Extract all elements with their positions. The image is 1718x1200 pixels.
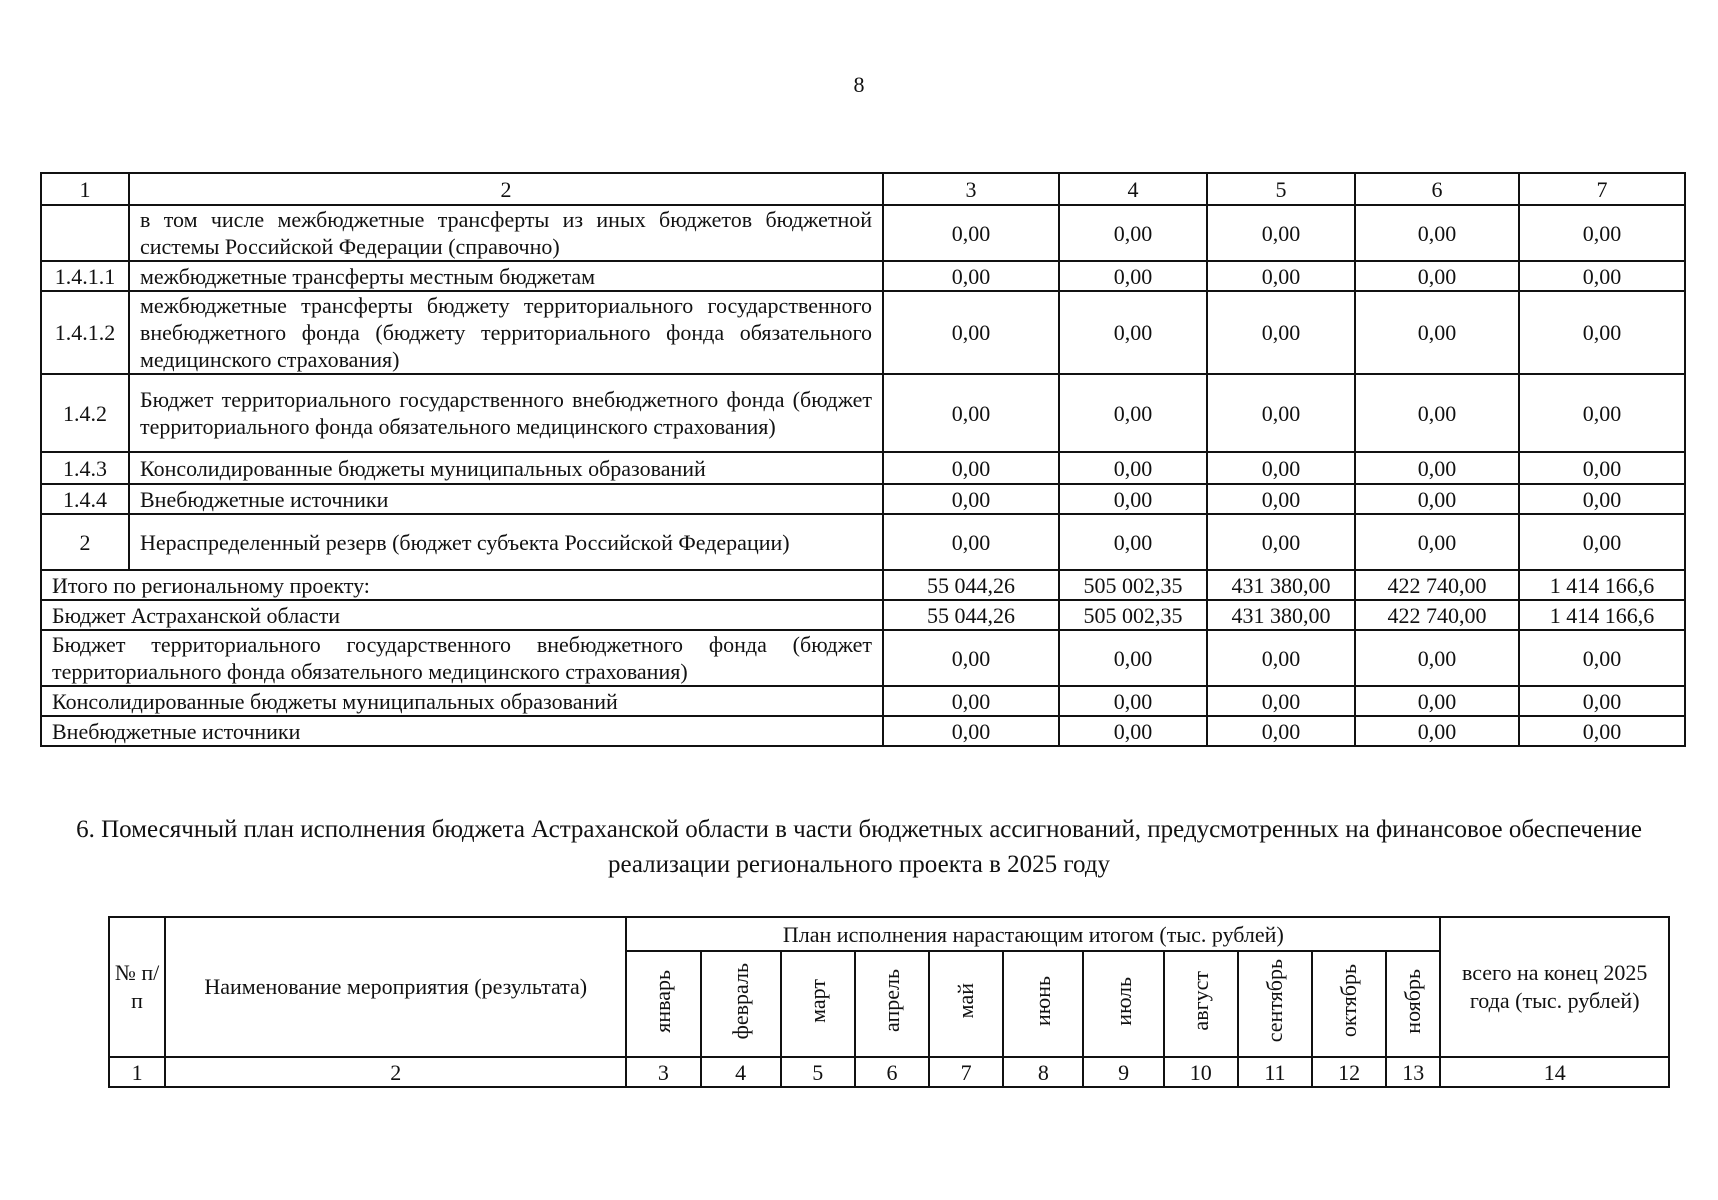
header-cell: 4 xyxy=(1059,173,1207,205)
value-cell: 0,00 xyxy=(883,205,1059,261)
value-cell: 0,00 xyxy=(1355,630,1519,686)
total-row xyxy=(41,570,1685,600)
value-cell: 0,00 xyxy=(1207,452,1355,484)
table-row xyxy=(41,514,1685,570)
row-number: 1.4.1.2 xyxy=(41,291,129,374)
col-total-header: всего на конец 2025 года (тыс. рублей) xyxy=(1440,917,1669,1057)
column-number-cell: 11 xyxy=(1238,1057,1312,1087)
month-label: ноябрь xyxy=(1400,968,1426,1034)
value-cell: 0,00 xyxy=(1207,484,1355,514)
row-number: 1.4.3 xyxy=(41,452,129,484)
value-cell: 505 002,35 xyxy=(1059,570,1207,600)
table-row xyxy=(41,484,1685,514)
value-cell: 0,00 xyxy=(883,484,1059,514)
value-cell: 0,00 xyxy=(1355,686,1519,716)
column-number-cell: 1 xyxy=(109,1057,165,1087)
column-number-cell: 9 xyxy=(1083,1057,1163,1087)
table-row xyxy=(41,205,1685,261)
col-name-header: Наименование мероприятия (результата) xyxy=(165,917,626,1057)
row-name: межбюджетные трансферты местным бюджетам xyxy=(129,261,883,291)
value-cell: 0,00 xyxy=(1207,630,1355,686)
value-cell: 55 044,26 xyxy=(883,570,1059,600)
table-row xyxy=(41,291,1685,374)
section-title: 6. Помесячный план исполнения бюджета Астраханской области в части бюджетных ассигнований, предусмотренных на финансовое обеспечение реализации регионального проекта в 2025 году xyxy=(76,816,1642,878)
table-row xyxy=(41,452,1685,484)
month-header xyxy=(701,951,781,1057)
value-cell: 431 380,00 xyxy=(1207,600,1355,630)
value-cell: 0,00 xyxy=(883,374,1059,452)
month-header xyxy=(781,951,855,1057)
column-number-cell: 2 xyxy=(165,1057,626,1087)
value-cell: 0,00 xyxy=(1207,374,1355,452)
table-row xyxy=(41,374,1685,452)
value-cell: 0,00 xyxy=(883,514,1059,570)
month-header xyxy=(1083,951,1163,1057)
value-cell: 0,00 xyxy=(1355,374,1519,452)
total-row xyxy=(41,716,1685,746)
total-row xyxy=(41,600,1685,630)
row-name: межбюджетные трансферты бюджету территориального государственного внебюджетного фонда (бюджету территориального фонда обязательного медицинского страхования) xyxy=(129,291,883,374)
month-label: май xyxy=(953,983,979,1019)
value-cell: 0,00 xyxy=(1059,205,1207,261)
month-header xyxy=(1238,951,1312,1057)
row-number: 2 xyxy=(41,514,129,570)
value-cell: 0,00 xyxy=(1207,291,1355,374)
month-header xyxy=(1003,951,1083,1057)
row-name: Нераспределенный резерв (бюджет субъекта Российской Федерации) xyxy=(129,514,883,570)
total-row xyxy=(41,630,1685,686)
budget-table xyxy=(40,172,1686,747)
value-cell: 0,00 xyxy=(1355,484,1519,514)
plan-group-header: План исполнения нарастающим итогом (тыс. рублей) xyxy=(626,917,1440,951)
row-name: Консолидированные бюджеты муниципальных образований xyxy=(129,452,883,484)
table-row xyxy=(41,261,1685,291)
value-cell: 0,00 xyxy=(883,261,1059,291)
column-number-cell: 4 xyxy=(701,1057,781,1087)
value-cell: 0,00 xyxy=(1519,291,1685,374)
month-label: август xyxy=(1187,971,1213,1031)
header-cell: 5 xyxy=(1207,173,1355,205)
value-cell: 0,00 xyxy=(1059,291,1207,374)
column-number-cell: 10 xyxy=(1164,1057,1238,1087)
row-number: 1.4.4 xyxy=(41,484,129,514)
value-cell: 1 414 166,6 xyxy=(1519,570,1685,600)
value-cell: 0,00 xyxy=(1355,716,1519,746)
value-cell: 0,00 xyxy=(1059,716,1207,746)
value-cell: 0,00 xyxy=(883,452,1059,484)
column-number-cell: 6 xyxy=(855,1057,929,1087)
column-number-cell: 14 xyxy=(1440,1057,1669,1087)
month-label: февраль xyxy=(727,962,753,1040)
column-number-cell: 13 xyxy=(1386,1057,1440,1087)
header-cell: 1 xyxy=(41,173,129,205)
row-name: в том числе межбюджетные трансферты из иных бюджетов бюджетной системы Российской Федерации (справочно) xyxy=(129,205,883,261)
value-cell: 422 740,00 xyxy=(1355,570,1519,600)
value-cell: 422 740,00 xyxy=(1355,600,1519,630)
month-label: апрель xyxy=(878,969,904,1033)
column-number-cell: 3 xyxy=(626,1057,700,1087)
value-cell: 0,00 xyxy=(1519,205,1685,261)
row-name: Внебюджетные источники xyxy=(129,484,883,514)
value-cell: 0,00 xyxy=(1059,374,1207,452)
value-cell: 505 002,35 xyxy=(1059,600,1207,630)
column-number-cell: 5 xyxy=(781,1057,855,1087)
value-cell: 0,00 xyxy=(1519,261,1685,291)
value-cell: 0,00 xyxy=(1519,374,1685,452)
value-cell: 0,00 xyxy=(883,630,1059,686)
month-label: октябрь xyxy=(1336,964,1362,1038)
month-label: январь xyxy=(650,969,676,1033)
row-number: 1.4.2 xyxy=(41,374,129,452)
value-cell: 0,00 xyxy=(1059,514,1207,570)
month-header xyxy=(626,951,700,1057)
row-number xyxy=(41,205,129,261)
column-number-cell: 8 xyxy=(1003,1057,1083,1087)
value-cell: 0,00 xyxy=(883,686,1059,716)
month-header xyxy=(1312,951,1386,1057)
column-number-cell: 12 xyxy=(1312,1057,1386,1087)
value-cell: 0,00 xyxy=(1207,514,1355,570)
value-cell: 0,00 xyxy=(883,716,1059,746)
value-cell: 0,00 xyxy=(1519,630,1685,686)
month-header xyxy=(1386,951,1440,1057)
page-number: 8 xyxy=(853,72,865,97)
value-cell: 0,00 xyxy=(1207,686,1355,716)
value-cell: 0,00 xyxy=(1207,261,1355,291)
month-label: сентябрь xyxy=(1261,959,1287,1043)
value-cell: 0,00 xyxy=(1059,686,1207,716)
value-cell: 0,00 xyxy=(1207,205,1355,261)
header-cell: 7 xyxy=(1519,173,1685,205)
value-cell: 55 044,26 xyxy=(883,600,1059,630)
value-cell: 0,00 xyxy=(1519,452,1685,484)
header-cell: 3 xyxy=(883,173,1059,205)
total-row xyxy=(41,686,1685,716)
value-cell: 0,00 xyxy=(1355,261,1519,291)
table-header-row xyxy=(41,173,1685,205)
value-cell: 0,00 xyxy=(1519,686,1685,716)
value-cell: 0,00 xyxy=(1355,205,1519,261)
value-cell: 0,00 xyxy=(883,291,1059,374)
column-number-cell: 7 xyxy=(929,1057,1003,1087)
month-label: март xyxy=(804,979,830,1023)
value-cell: 1 414 166,6 xyxy=(1519,600,1685,630)
row-name: Бюджет территориального государственного внебюджетного фонда (бюджет территориального фонда обязательного медицинского страхования) xyxy=(129,374,883,452)
month-header xyxy=(1164,951,1238,1057)
value-cell: 0,00 xyxy=(1207,716,1355,746)
total-name: Консолидированные бюджеты муниципальных образований xyxy=(41,686,883,716)
value-cell: 0,00 xyxy=(1059,261,1207,291)
value-cell: 0,00 xyxy=(1059,452,1207,484)
value-cell: 0,00 xyxy=(1355,514,1519,570)
value-cell: 0,00 xyxy=(1519,514,1685,570)
value-cell: 0,00 xyxy=(1059,630,1207,686)
header-cell: 6 xyxy=(1355,173,1519,205)
month-header xyxy=(929,951,1003,1057)
total-name: Внебюджетные источники xyxy=(41,716,883,746)
month-label: июнь xyxy=(1030,975,1056,1026)
header-cell: 2 xyxy=(129,173,883,205)
month-label: июль xyxy=(1110,976,1136,1026)
col-number-header: № п/п xyxy=(109,917,165,1057)
value-cell: 0,00 xyxy=(1519,716,1685,746)
row-number: 1.4.1.1 xyxy=(41,261,129,291)
monthly-plan-table xyxy=(108,916,1670,1088)
value-cell: 0,00 xyxy=(1355,452,1519,484)
value-cell: 0,00 xyxy=(1519,484,1685,514)
total-name: Бюджет Астраханской области xyxy=(41,600,883,630)
month-header xyxy=(855,951,929,1057)
value-cell: 0,00 xyxy=(1355,291,1519,374)
value-cell: 0,00 xyxy=(1059,484,1207,514)
total-name: Бюджет территориального государственного внебюджетного фонда (бюджет территориального фонда обязательного медицинского страхования) xyxy=(41,630,883,686)
total-name: Итого по региональному проекту: xyxy=(41,570,883,600)
value-cell: 431 380,00 xyxy=(1207,570,1355,600)
